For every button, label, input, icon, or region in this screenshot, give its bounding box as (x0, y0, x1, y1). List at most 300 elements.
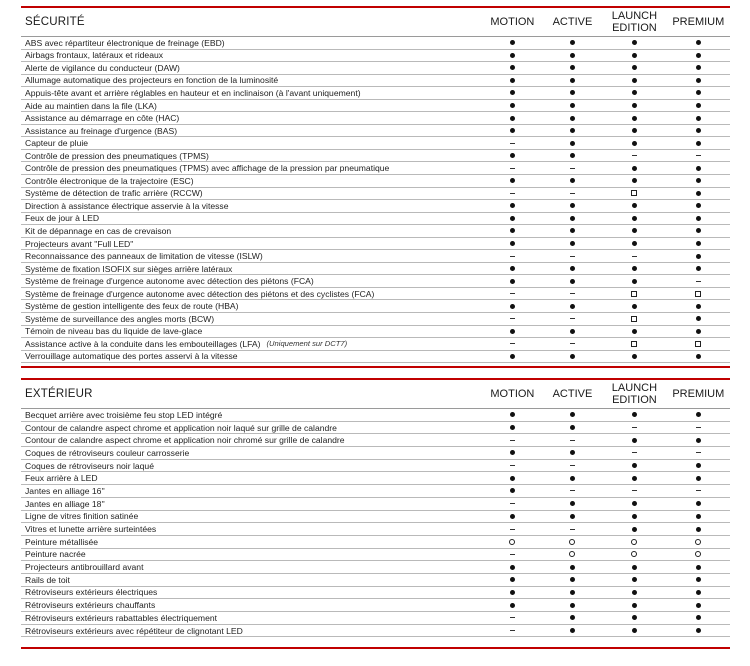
cell-launch-edition (602, 587, 665, 599)
dot-mark (696, 266, 701, 271)
cell-active (542, 460, 603, 472)
dash-mark (510, 630, 515, 631)
dot-mark (570, 141, 575, 146)
cell-active (542, 188, 603, 200)
cell-launch-edition (602, 250, 665, 262)
cell-premium (666, 37, 730, 49)
feature-label (21, 225, 482, 237)
dot-mark (632, 178, 637, 183)
feature-label-text: Jantes en alliage 18'' (25, 498, 105, 509)
cell-active (542, 162, 603, 174)
feature-label (21, 338, 482, 350)
cell-active (542, 511, 603, 523)
dot-mark (570, 501, 575, 506)
feature-label (21, 200, 482, 212)
cell-motion (482, 125, 542, 137)
cell-active (542, 434, 603, 446)
dash-mark (570, 168, 575, 169)
feature-label-text: Système de gestion intelligente des feux de route (HBA) (25, 301, 239, 312)
dash-mark (632, 427, 637, 428)
feature-label (21, 162, 482, 174)
table-row (21, 574, 730, 587)
cell-motion (482, 472, 542, 484)
dot-mark (696, 53, 701, 58)
table-row (21, 213, 730, 226)
dot-mark (632, 216, 637, 221)
feature-label-text: Contrôle électronique de la trajectoire (ESC) (25, 175, 194, 186)
feature-label-text: Allumage automatique des projecteurs en fonction de la luminosité (25, 75, 279, 86)
table-row (21, 275, 730, 288)
table-row (21, 422, 730, 435)
table-row (21, 523, 730, 536)
feature-label-text: Assistance au démarrage en côte (HAC) (25, 113, 180, 124)
feature-label-text: Ligne de vitres finition satinée (25, 511, 139, 522)
cell-active (542, 288, 603, 300)
cell-active (542, 150, 603, 162)
dot-mark (510, 603, 515, 608)
cell-motion (482, 612, 542, 624)
dot-mark (510, 128, 515, 133)
dot-mark (696, 438, 701, 443)
dot-mark (510, 304, 515, 309)
feature-label (21, 250, 482, 262)
dot-mark (696, 590, 701, 595)
cell-premium (666, 87, 730, 99)
cell-motion (482, 447, 542, 459)
dash-mark (510, 554, 515, 555)
cell-launch-edition (602, 62, 665, 74)
cell-launch-edition (602, 574, 665, 586)
feature-label (21, 351, 482, 363)
dash-mark (632, 256, 637, 257)
dot-mark (632, 53, 637, 58)
feature-label-text: Rétroviseurs extérieurs chauffants (25, 600, 156, 611)
cell-motion (482, 175, 542, 187)
dash-mark (510, 143, 515, 144)
dot-mark (696, 178, 701, 183)
cell-premium (666, 112, 730, 124)
dot-mark (696, 228, 701, 233)
dot-mark (570, 103, 575, 108)
cell-launch-edition (602, 175, 665, 187)
dot-mark (632, 65, 637, 70)
feature-label (21, 87, 482, 99)
dot-mark (632, 304, 637, 309)
feature-label (21, 62, 482, 74)
feature-label (21, 498, 482, 510)
cell-active (542, 87, 603, 99)
table-row (21, 485, 730, 498)
cell-active (542, 574, 603, 586)
cell-premium (666, 62, 730, 74)
cell-motion (482, 75, 542, 87)
table-row (21, 338, 730, 351)
cell-launch-edition (602, 275, 665, 287)
cell-launch-edition (602, 112, 665, 124)
exterieur-header (21, 380, 730, 409)
table-row (21, 460, 730, 473)
col-active: ACTIVE (542, 8, 603, 36)
cell-active (542, 75, 603, 87)
feature-label (21, 612, 482, 624)
cell-motion (482, 409, 542, 421)
cell-premium (666, 263, 730, 275)
table-row (21, 447, 730, 460)
feature-label-text: Projecteurs antibrouillard avant (25, 562, 144, 573)
cell-launch-edition (602, 313, 665, 325)
cell-launch-edition (602, 125, 665, 137)
cell-motion (482, 275, 542, 287)
dot-mark (696, 354, 701, 359)
dash-mark (570, 529, 575, 530)
exterieur-section (21, 378, 730, 649)
table-row (21, 313, 730, 326)
table-row (21, 125, 730, 138)
feature-label-text: Système de fixation ISOFIX sur sièges arrière latéraux (25, 263, 233, 274)
cell-launch-edition (602, 225, 665, 237)
table-row (21, 238, 730, 251)
cell-launch-edition (602, 75, 665, 87)
feature-label-text: Peinture métallisée (25, 536, 99, 547)
feature-label-text: Peinture nacrée (25, 549, 86, 560)
cell-motion (482, 288, 542, 300)
dot-mark (696, 40, 701, 45)
dot-mark (510, 90, 515, 95)
dash-mark (510, 193, 515, 194)
cell-premium (666, 511, 730, 523)
cell-premium (666, 238, 730, 250)
dot-mark (510, 450, 515, 455)
cell-launch-edition (602, 188, 665, 200)
cell-motion (482, 511, 542, 523)
cell-launch-edition (602, 472, 665, 484)
cell-motion (482, 422, 542, 434)
cell-motion (482, 250, 542, 262)
dot-mark (632, 438, 637, 443)
dot-mark (632, 103, 637, 108)
cell-premium (666, 250, 730, 262)
dot-mark (696, 603, 701, 608)
feature-label (21, 175, 482, 187)
dot-mark (632, 412, 637, 417)
table-row (21, 50, 730, 63)
dot-mark (570, 65, 575, 70)
cell-launch-edition (602, 213, 665, 225)
cell-launch-edition (602, 87, 665, 99)
dot-mark (570, 153, 575, 158)
dot-mark (570, 514, 575, 519)
dot-mark (696, 514, 701, 519)
cell-motion (482, 351, 542, 363)
dash-mark (570, 293, 575, 294)
feature-label (21, 447, 482, 459)
dot-mark (510, 103, 515, 108)
cell-premium (666, 125, 730, 137)
dash-mark (696, 452, 701, 453)
feature-label (21, 50, 482, 62)
feature-label (21, 434, 482, 446)
circle-mark (569, 551, 575, 557)
dash-mark (632, 452, 637, 453)
feature-label (21, 460, 482, 472)
cell-active (542, 447, 603, 459)
dot-mark (632, 203, 637, 208)
cell-premium (666, 409, 730, 421)
dot-mark (510, 228, 515, 233)
circle-mark (631, 539, 637, 545)
cell-premium (666, 422, 730, 434)
cell-active (542, 523, 603, 535)
cell-active (542, 213, 603, 225)
dot-mark (570, 590, 575, 595)
dot-mark (510, 266, 515, 271)
cell-premium (666, 351, 730, 363)
cell-active (542, 326, 603, 338)
cell-active (542, 549, 603, 561)
dash-mark (570, 440, 575, 441)
dot-mark (696, 65, 701, 70)
cell-premium (666, 326, 730, 338)
feature-label-text: Assistance active à la conduite dans les embouteillages (LFA) (25, 338, 261, 349)
col-premium: PREMIUM (666, 8, 730, 36)
table-row (21, 263, 730, 276)
cell-premium (666, 275, 730, 287)
feature-label (21, 75, 482, 87)
dash-mark (696, 281, 701, 282)
securite-bottom-rule (21, 366, 730, 368)
feature-label-text: Feux de jour à LED (25, 213, 100, 224)
feature-label (21, 409, 482, 421)
cell-launch-edition (602, 409, 665, 421)
cell-premium (666, 498, 730, 510)
dot-mark (570, 476, 575, 481)
feature-label-text: Kit de dépannage en cas de crevaison (25, 225, 172, 236)
dot-mark (570, 329, 575, 334)
cell-active (542, 422, 603, 434)
cell-active (542, 175, 603, 187)
cell-launch-edition (602, 549, 665, 561)
cell-active (542, 313, 603, 325)
cell-motion (482, 87, 542, 99)
circle-mark (509, 539, 515, 545)
dot-mark (570, 128, 575, 133)
feature-label-text: Assistance au freinage d'urgence (BAS) (25, 125, 178, 136)
dot-mark (570, 90, 575, 95)
square-mark (631, 341, 637, 347)
cell-motion (482, 162, 542, 174)
dot-mark (570, 279, 575, 284)
feature-label (21, 238, 482, 250)
cell-launch-edition (602, 447, 665, 459)
cell-active (542, 238, 603, 250)
dash-mark (510, 318, 515, 319)
dot-mark (570, 577, 575, 582)
cell-premium (666, 313, 730, 325)
cell-premium (666, 288, 730, 300)
dot-mark (570, 628, 575, 633)
cell-active (542, 263, 603, 275)
dot-mark (632, 577, 637, 582)
cell-active (542, 200, 603, 212)
dot-mark (632, 615, 637, 620)
dot-mark (510, 476, 515, 481)
dot-mark (696, 329, 701, 334)
dot-mark (632, 476, 637, 481)
dot-mark (696, 216, 701, 221)
cell-launch-edition (602, 485, 665, 497)
feature-label (21, 561, 482, 573)
cell-premium (666, 599, 730, 611)
dot-mark (570, 241, 575, 246)
cell-launch-edition (602, 50, 665, 62)
cell-active (542, 625, 603, 637)
feature-label-text: Projecteurs avant "Full LED" (25, 238, 134, 249)
cell-launch-edition (602, 162, 665, 174)
dot-mark (632, 266, 637, 271)
dash-mark (696, 155, 701, 156)
cell-motion (482, 200, 542, 212)
table-row (21, 137, 730, 150)
dot-mark (696, 166, 701, 171)
cell-premium (666, 447, 730, 459)
dot-mark (632, 514, 637, 519)
table-row (21, 162, 730, 175)
dot-mark (632, 501, 637, 506)
dot-mark (696, 141, 701, 146)
dot-mark (696, 241, 701, 246)
cell-active (542, 300, 603, 312)
cell-premium (666, 625, 730, 637)
cell-motion (482, 263, 542, 275)
dot-mark (510, 577, 515, 582)
dot-mark (632, 116, 637, 121)
dash-mark (510, 440, 515, 441)
cell-active (542, 250, 603, 262)
table-row (21, 511, 730, 524)
dash-mark (696, 427, 701, 428)
dot-mark (632, 141, 637, 146)
feature-label-text: Contour de calandre aspect chrome et application noir chromé sur grille de calandre (25, 435, 345, 446)
dot-mark (510, 565, 515, 570)
feature-label (21, 137, 482, 149)
securite-title: SÉCURITÉ (21, 8, 482, 36)
dot-mark (696, 463, 701, 468)
dot-mark (510, 153, 515, 158)
cell-active (542, 485, 603, 497)
cell-launch-edition (602, 434, 665, 446)
cell-active (542, 62, 603, 74)
cell-motion (482, 100, 542, 112)
cell-launch-edition (602, 338, 665, 350)
cell-premium (666, 561, 730, 573)
dot-mark (510, 65, 515, 70)
square-mark (631, 190, 637, 196)
feature-label-text: Aide au maintien dans la file (LKA) (25, 100, 157, 111)
cell-launch-edition (602, 288, 665, 300)
cell-premium (666, 300, 730, 312)
dot-mark (510, 412, 515, 417)
feature-label-text: Contour de calandre aspect chrome et application noir laqué sur grille de calandre (25, 422, 337, 433)
feature-label-text: Airbags frontaux, latéraux et rideaux (25, 50, 164, 61)
cell-motion (482, 549, 542, 561)
table-row (21, 75, 730, 88)
dot-mark (510, 78, 515, 83)
dash-mark (570, 343, 575, 344)
table-row (21, 351, 730, 364)
feature-label (21, 536, 482, 548)
securite-section (21, 6, 730, 368)
col-launch-edition: LAUNCH EDITION (602, 8, 665, 36)
table-row (21, 87, 730, 100)
cell-premium (666, 150, 730, 162)
dash-mark (510, 529, 515, 530)
table-row (21, 150, 730, 163)
dot-mark (570, 216, 575, 221)
feature-label-text: Rétroviseurs extérieurs électriques (25, 587, 158, 598)
dot-mark (510, 279, 515, 284)
cell-premium (666, 175, 730, 187)
dot-mark (632, 228, 637, 233)
cell-premium (666, 574, 730, 586)
cell-active (542, 37, 603, 49)
table-row (21, 250, 730, 263)
cell-premium (666, 75, 730, 87)
cell-premium (666, 472, 730, 484)
dash-mark (632, 490, 637, 491)
col-active: ACTIVE (542, 380, 603, 408)
table-row (21, 225, 730, 238)
dot-mark (696, 577, 701, 582)
cell-motion (482, 625, 542, 637)
table-row (21, 300, 730, 313)
cell-premium (666, 188, 730, 200)
circle-mark (631, 551, 637, 557)
dot-mark (510, 116, 515, 121)
cell-launch-edition (602, 561, 665, 573)
dot-mark (696, 203, 701, 208)
dot-mark (632, 166, 637, 171)
square-mark (695, 341, 701, 347)
cell-active (542, 587, 603, 599)
cell-motion (482, 313, 542, 325)
dot-mark (510, 354, 515, 359)
feature-label-text: Témoin de niveau bas du liquide de lave-glace (25, 326, 203, 337)
feature-label (21, 263, 482, 275)
cell-launch-edition (602, 511, 665, 523)
dot-mark (696, 116, 701, 121)
feature-label-text: Alerte de vigilance du conducteur (DAW) (25, 62, 180, 73)
cell-launch-edition (602, 460, 665, 472)
table-row (21, 62, 730, 75)
cell-motion (482, 188, 542, 200)
dot-mark (510, 40, 515, 45)
feature-label-text: Système de surveillance des angles morts (BCW) (25, 313, 215, 324)
dot-mark (632, 78, 637, 83)
feature-label (21, 574, 482, 586)
cell-motion (482, 338, 542, 350)
dot-mark (510, 590, 515, 595)
feature-label-text: Coques de rétroviseurs noir laqué (25, 460, 154, 471)
feature-label-text: Jantes en alliage 16'' (25, 485, 105, 496)
dot-mark (696, 304, 701, 309)
dot-mark (696, 476, 701, 481)
cell-motion (482, 434, 542, 446)
feature-label (21, 213, 482, 225)
circle-mark (569, 539, 575, 545)
feature-label-text: Contrôle de pression des pneumatiques (TPMS) avec affichage de la pression par pneumatique (25, 163, 390, 174)
feature-label (21, 288, 482, 300)
dot-mark (696, 527, 701, 532)
